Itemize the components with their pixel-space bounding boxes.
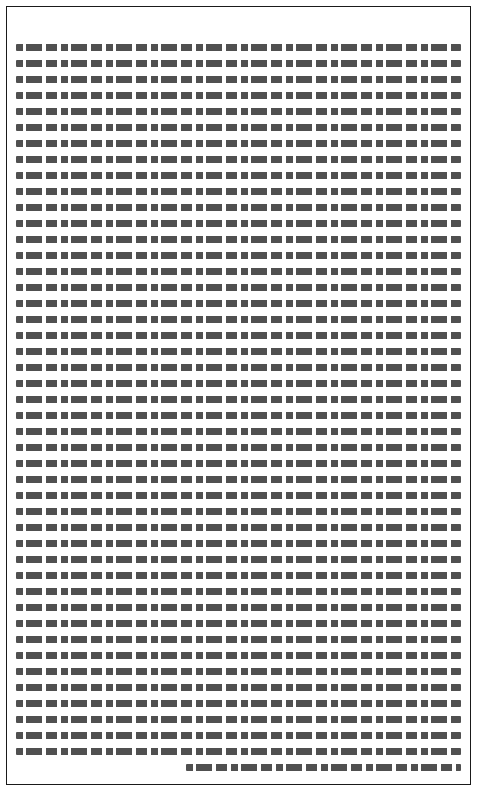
body-text-line: [16, 604, 461, 611]
notice-body: [16, 39, 461, 784]
body-text-line: [16, 476, 461, 483]
body-text-line: [16, 188, 461, 195]
body-text-line: [16, 412, 461, 419]
body-text-line: [16, 524, 461, 531]
body-text-line: [16, 428, 461, 435]
body-text-line: [16, 460, 461, 467]
body-text-line: [16, 396, 461, 403]
body-text-line: [16, 332, 461, 339]
body-text-line: [16, 204, 461, 211]
body-text-line: [16, 572, 461, 579]
body-text-line: [16, 700, 461, 707]
body-text-line: [16, 652, 461, 659]
body-text-line: [16, 76, 461, 83]
body-text-line: [16, 668, 461, 675]
body-text-line: [16, 492, 461, 499]
body-text-line: [16, 364, 461, 371]
body-text-line: [16, 732, 461, 739]
body-text-line: [16, 252, 461, 259]
body-text-line: [16, 748, 461, 755]
body-text-line: [16, 588, 461, 595]
body-text-line: [16, 220, 461, 227]
body-text-line: [16, 316, 461, 323]
body-text-line: [16, 508, 461, 515]
auction-notice: [6, 6, 471, 785]
body-text-line: [16, 716, 461, 723]
body-text-line: [16, 284, 461, 291]
body-text-line: [16, 236, 461, 243]
body-text-line: [16, 556, 461, 563]
body-text-line: [16, 60, 461, 67]
body-text-line: [186, 764, 461, 771]
body-text-line: [16, 348, 461, 355]
body-text-line: [16, 636, 461, 643]
body-text-line: [16, 268, 461, 275]
body-text-line: [16, 380, 461, 387]
body-text-line: [16, 540, 461, 547]
body-text-line: [16, 124, 461, 131]
body-text-line: [16, 108, 461, 115]
body-text-line: [16, 300, 461, 307]
body-text-line: [16, 140, 461, 147]
body-text-line: [16, 172, 461, 179]
body-text-line: [16, 92, 461, 99]
body-text-line: [16, 620, 461, 627]
body-text-line: [16, 444, 461, 451]
body-text-line: [16, 44, 461, 51]
body-text-line: [16, 684, 461, 691]
body-text-line: [16, 156, 461, 163]
